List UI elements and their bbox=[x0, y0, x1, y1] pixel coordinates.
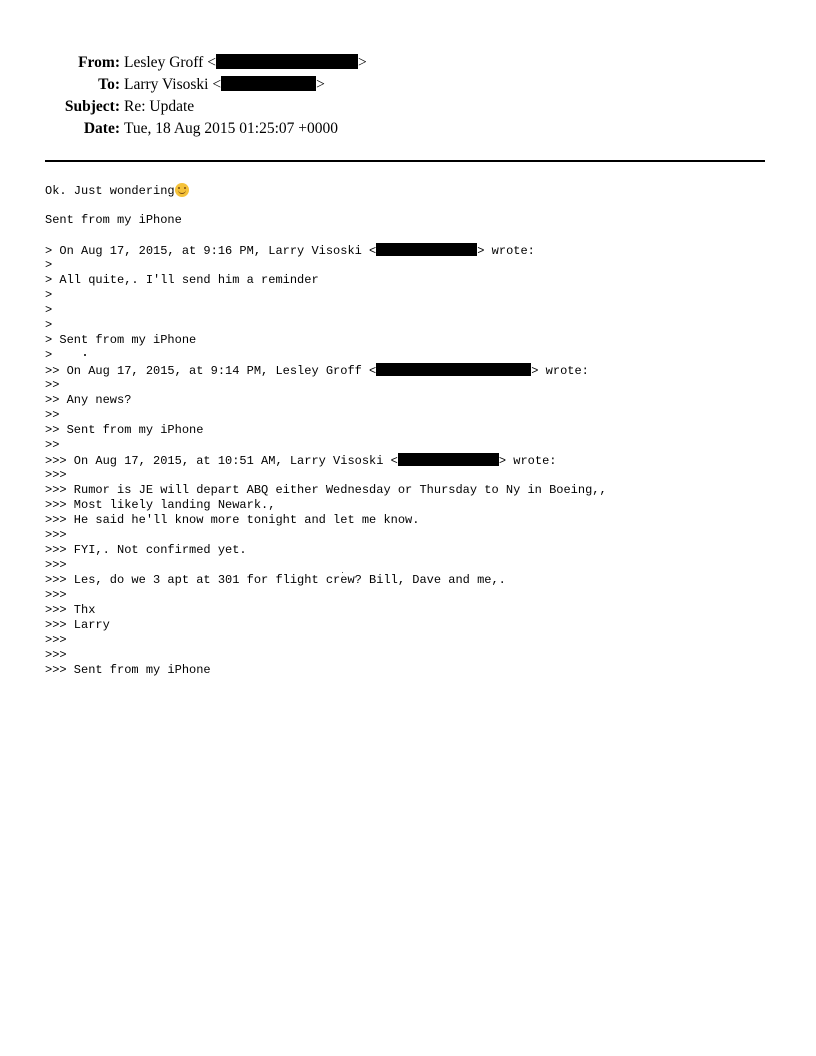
from-close: > bbox=[357, 54, 367, 71]
message-line: >>> bbox=[45, 558, 67, 572]
quote-header-line bbox=[45, 243, 785, 258]
quote-header-text: >> On Aug 17, 2015, at 9:14 PM, Lesley Groff < bbox=[45, 364, 377, 378]
smiling-face-emoji-icon bbox=[175, 183, 189, 197]
subject-label: Subject: bbox=[64, 98, 120, 115]
message-line: >>> bbox=[45, 588, 67, 602]
message-line: > bbox=[45, 348, 53, 362]
message-line: >>> Larry bbox=[45, 618, 110, 632]
message-line: Sent from my iPhone bbox=[45, 213, 182, 227]
message-line: >>> bbox=[45, 633, 67, 647]
message-line: >>> bbox=[45, 528, 67, 542]
message-line: >>> Rumor is JE will depart ABQ either Wednesday or Thursday to Ny in Boeing,, bbox=[45, 483, 607, 497]
quote-header-text: > On Aug 17, 2015, at 9:16 PM, Larry Visoski < bbox=[45, 244, 377, 258]
to-row bbox=[0, 74, 816, 96]
message-line: > bbox=[45, 303, 53, 317]
redacted-email bbox=[376, 363, 531, 376]
quote-header-line bbox=[45, 453, 785, 468]
message-text: Ok. Just wondering bbox=[45, 184, 175, 198]
quote-header-suffix: > wrote: bbox=[531, 364, 589, 378]
to-label: To: bbox=[98, 76, 120, 93]
scan-speck bbox=[342, 572, 343, 573]
date-value: Tue, 18 Aug 2015 01:25:07 +0000 bbox=[124, 120, 338, 137]
message-line: >>> bbox=[45, 468, 67, 482]
subject-row bbox=[0, 96, 816, 118]
redacted-email-from bbox=[216, 54, 358, 69]
quote-header-line bbox=[45, 363, 785, 378]
message-line: >>> Most likely landing Newark., bbox=[45, 498, 276, 512]
message-line: > bbox=[45, 318, 53, 332]
from-row bbox=[0, 52, 816, 74]
redacted-email-to bbox=[221, 76, 316, 91]
to-close: > bbox=[316, 76, 325, 93]
message-line bbox=[45, 183, 785, 198]
message-line: >> bbox=[45, 408, 60, 422]
date-row bbox=[0, 118, 816, 140]
redacted-email bbox=[376, 243, 477, 256]
from-name: Lesley Groff < bbox=[124, 54, 216, 71]
message-line: > bbox=[45, 258, 53, 272]
message-line: >>> Sent from my iPhone bbox=[45, 663, 211, 677]
message-body bbox=[45, 183, 785, 678]
message-line: >> bbox=[45, 438, 60, 452]
quote-header-suffix: > wrote: bbox=[477, 244, 535, 258]
quote-header-text: >>> On Aug 17, 2015, at 10:51 AM, Larry Visoski < bbox=[45, 454, 398, 468]
message-line: >> Any news? bbox=[45, 393, 132, 407]
message-line: >>> Thx bbox=[45, 603, 96, 617]
message-line: > bbox=[45, 288, 53, 302]
message-line: >>> He said he'll know more tonight and let me know. bbox=[45, 513, 420, 527]
message-line: > All quite,. I'll send him a reminder bbox=[45, 273, 319, 287]
to-name: Larry Visoski < bbox=[124, 76, 222, 93]
message-line: >>> FYI,. Not confirmed yet. bbox=[45, 543, 247, 557]
message-line: >>> Les, do we 3 apt at 301 for flight crew? Bill, Dave and me,. bbox=[45, 573, 506, 587]
redacted-email bbox=[398, 453, 499, 466]
from-value bbox=[124, 52, 367, 74]
subject-value: Re: Update bbox=[124, 98, 195, 115]
message-line: >> Sent from my iPhone bbox=[45, 423, 204, 437]
message-line: >> bbox=[45, 378, 60, 392]
date-label: Date: bbox=[83, 120, 120, 137]
scan-speck bbox=[84, 354, 86, 356]
header-divider bbox=[45, 160, 765, 162]
message-line: > Sent from my iPhone bbox=[45, 333, 197, 347]
quote-header-suffix: > wrote: bbox=[498, 454, 557, 468]
from-label: From: bbox=[78, 54, 120, 71]
message-line: >>> bbox=[45, 648, 67, 662]
email-header bbox=[0, 52, 816, 140]
to-value bbox=[124, 74, 325, 96]
